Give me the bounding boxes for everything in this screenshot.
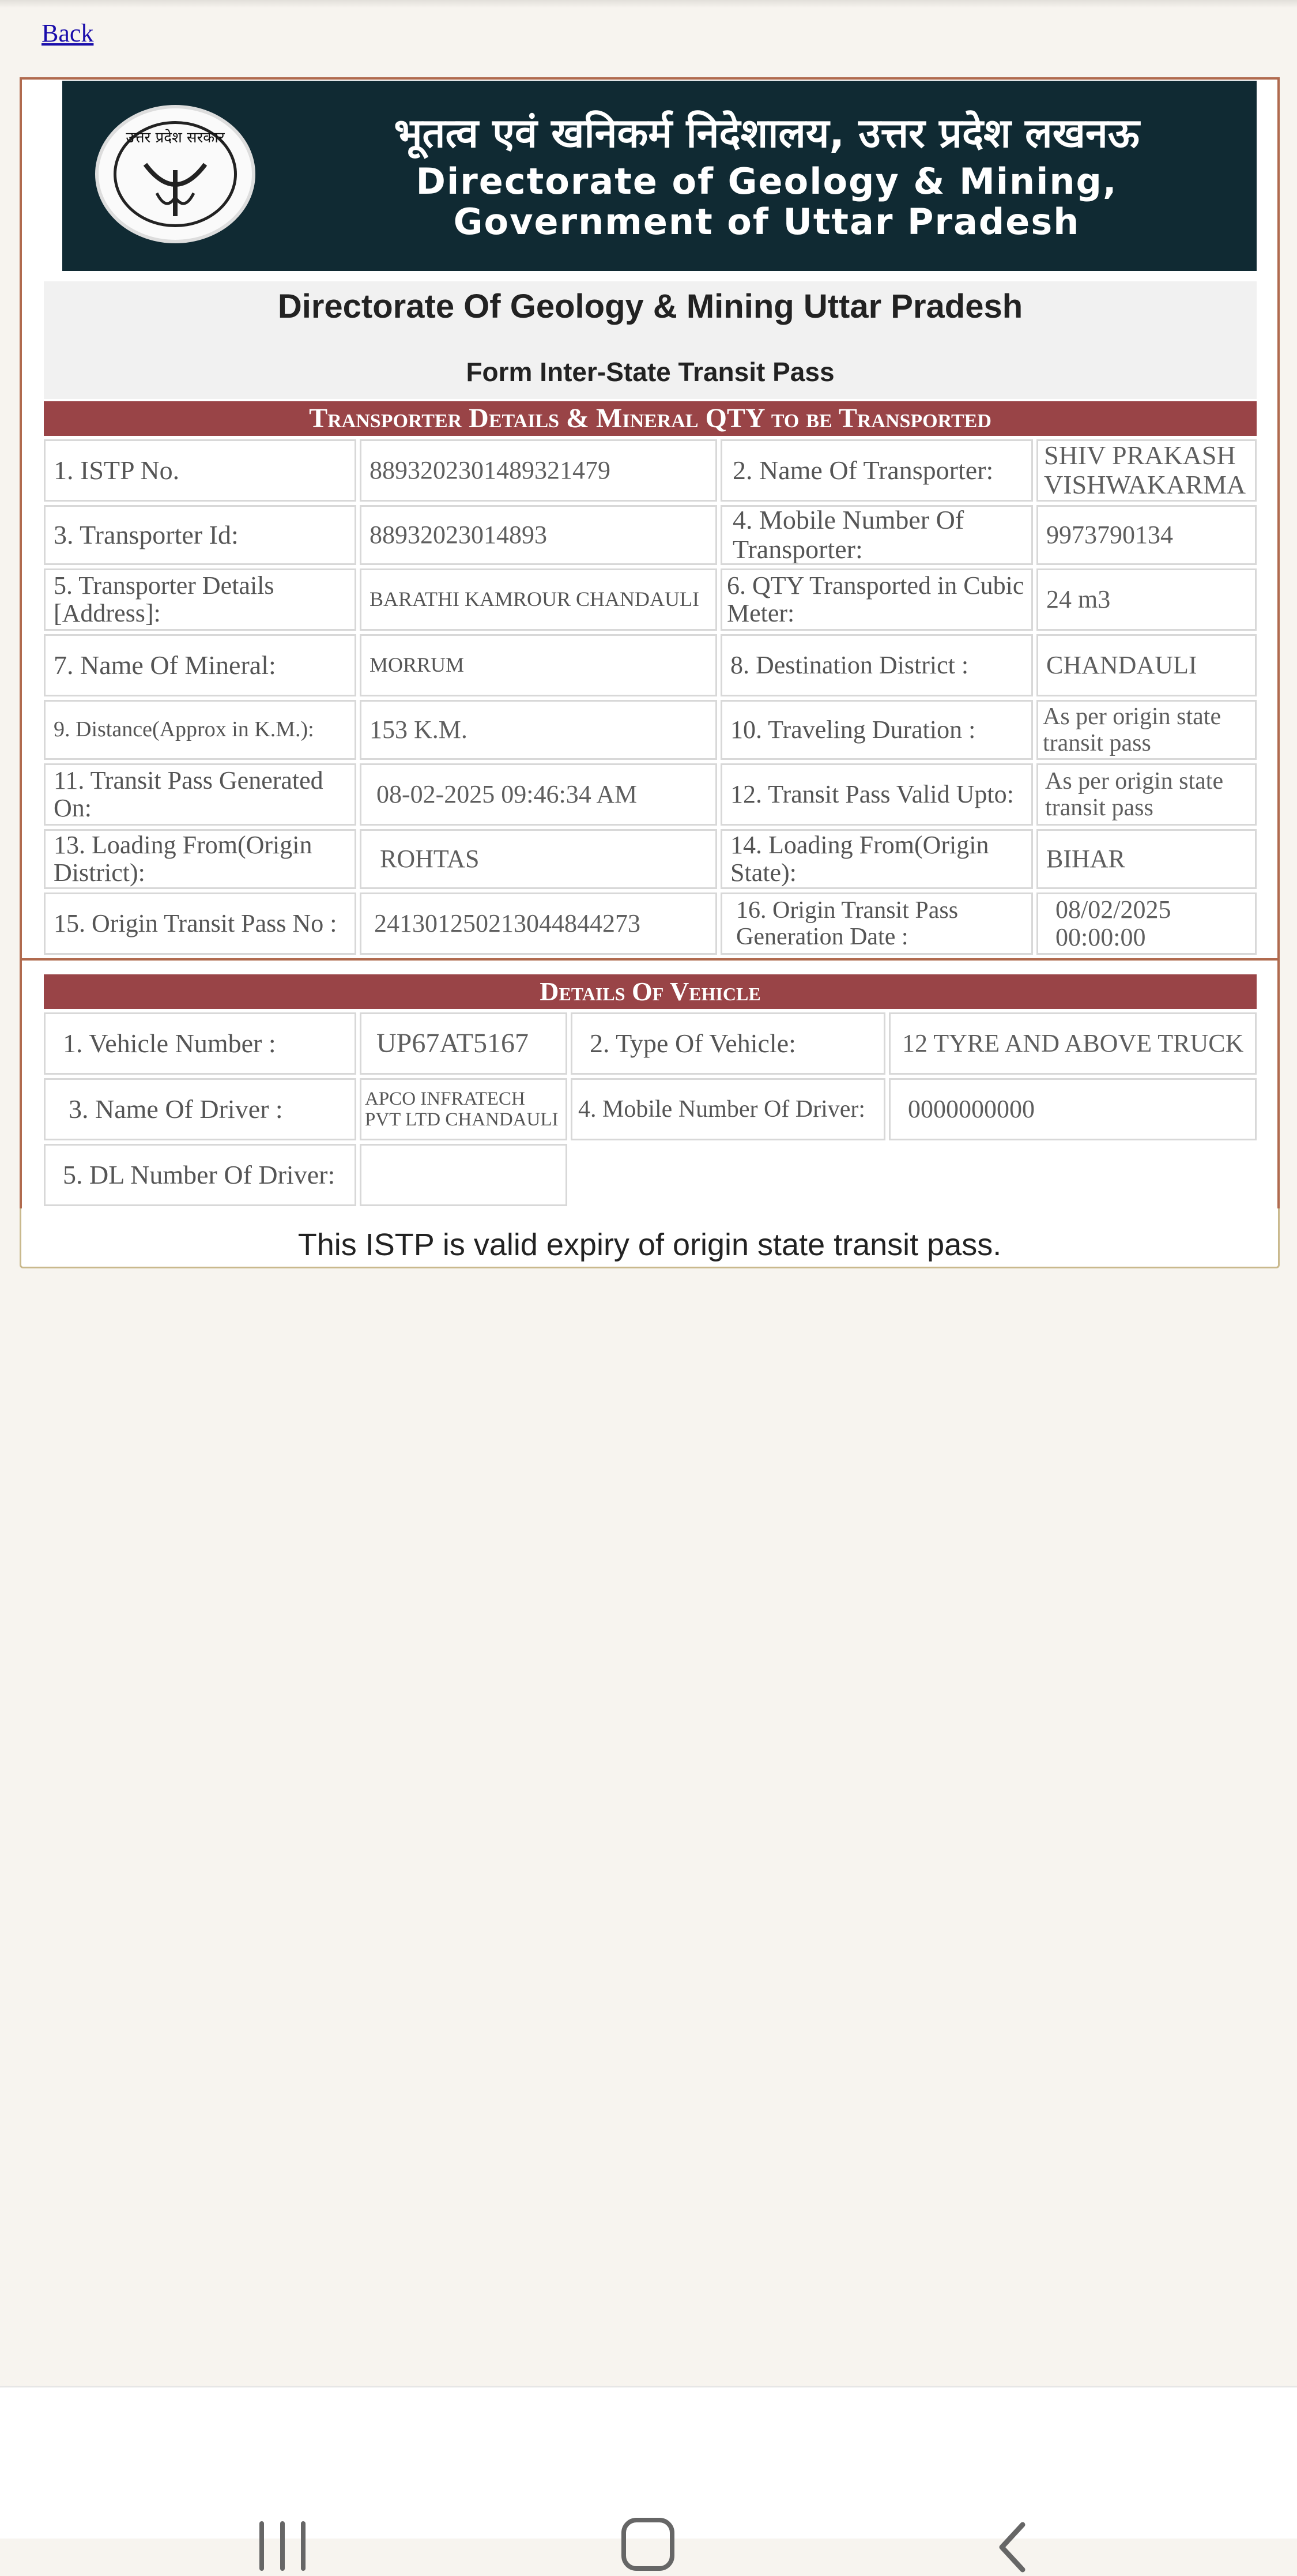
page-title: Directorate Of Geology & Mining Uttar Pradesh <box>277 288 1023 325</box>
section-vehicle-heading: Details Of Vehicle <box>44 974 1257 1009</box>
destination-value: CHANDAULI <box>1036 634 1257 696</box>
emblem-ring <box>114 121 237 227</box>
driver-mobile-value: 0000000000 <box>889 1078 1257 1140</box>
transporter-id-label: 3. Transporter Id: <box>44 505 356 565</box>
transporter-address-value: BARATHI KAMROUR CHANDAULI <box>360 568 717 631</box>
origin-date-value: 08/02/2025 00:00:00 <box>1036 892 1257 955</box>
origin-date-label: 16. Origin Transit Pass Generation Date : <box>721 892 1033 955</box>
vehicle-type-label: 2. Type Of Vehicle: <box>571 1012 885 1075</box>
destination-label: 8. Destination District : <box>721 634 1033 696</box>
distance-label: 9. Distance(Approx in K.M.): <box>44 700 356 760</box>
istp-no-label: 1. ISTP No. <box>44 439 356 502</box>
transporter-mobile-value: 9973790134 <box>1036 505 1257 565</box>
driver-name-value: APCO INFRATECH PVT LTD CHANDAULI <box>360 1078 567 1140</box>
dl-number-value <box>360 1144 567 1206</box>
duration-label: 10. Traveling Duration : <box>721 700 1033 760</box>
back-link[interactable]: Back <box>42 19 94 47</box>
origin-tp-value: 241301250213044844273 <box>360 892 717 955</box>
transporter-address-label: 5. Transporter Details [Address]: <box>44 568 356 631</box>
transporter-id-value: 88932023014893 <box>360 505 717 565</box>
mineral-label: 7. Name Of Mineral: <box>44 634 356 696</box>
up-government-emblem <box>95 105 255 243</box>
valid-upto-value: As per origin state transit pass <box>1036 763 1257 826</box>
qty-label: 6. QTY Transported in Cubic Meter: <box>721 568 1033 631</box>
generated-label: 11. Transit Pass Generated On: <box>44 763 356 826</box>
vehicle-number-value: UP67AT5167 <box>360 1012 567 1075</box>
loading-district-value: ROHTAS <box>360 829 717 889</box>
banner-hindi-title: भूतत्व एवं खनिकर्म निदेशालय, उत्तर प्रदेश लखनऊ <box>394 110 1140 157</box>
form-subtitle: Form Inter-State Transit Pass <box>466 357 835 387</box>
transporter-mobile-label: 4. Mobile Number Of Transporter: <box>721 505 1033 565</box>
home-icon[interactable] <box>621 2518 674 2571</box>
distance-value: 153 K.M. <box>360 700 717 760</box>
driver-name-label: 3. Name Of Driver : <box>44 1078 356 1140</box>
system-navigation-bar <box>0 2386 1297 2539</box>
transporter-name-value: SHIV PRAKASH VISHWAKARMA <box>1036 439 1257 502</box>
loading-state-value: BIHAR <box>1036 829 1257 889</box>
origin-tp-label: 15. Origin Transit Pass No : <box>44 892 356 955</box>
loading-state-label: 14. Loading From(Origin State): <box>721 829 1033 889</box>
emblem-bow-icon <box>116 124 234 224</box>
section-transporter-heading: Transporter Details & Mineral QTY to be Transported <box>44 401 1257 436</box>
istp-no-value: 889320230148932147​9 <box>360 439 717 502</box>
transporter-name-label: 2. Name Of Transporter: <box>721 439 1033 502</box>
qty-value: 24 m3 <box>1036 568 1257 631</box>
section-separator <box>20 958 1280 961</box>
mineral-value: MORRUM <box>360 634 717 696</box>
status-shade <box>0 0 1297 8</box>
generated-value: 08-02-2025 09:46:34 AM <box>360 763 717 826</box>
banner-english-line2: Government of Uttar Pradesh <box>453 201 1080 243</box>
emblem-text: उत्तर प्रदेश सरकार <box>126 129 225 146</box>
vehicle-type-value: 12 TYRE AND ABOVE TRUCK <box>889 1012 1257 1075</box>
driver-mobile-label: 4. Mobile Number Of Driver: <box>571 1078 885 1140</box>
dl-number-label: 5. DL Number Of Driver: <box>44 1144 356 1206</box>
banner-english-line1: Directorate of Geology & Mining, <box>416 160 1118 202</box>
valid-upto-label: 12. Transit Pass Valid Upto: <box>721 763 1033 826</box>
validity-note: This ISTP is valid expiry of origin state transit pass. <box>297 1227 1002 1262</box>
vehicle-number-label: 1. Vehicle Number : <box>44 1012 356 1075</box>
duration-value: As per origin state transit pass <box>1036 700 1257 760</box>
loading-district-label: 13. Loading From(Origin District): <box>44 829 356 889</box>
back-icon[interactable] <box>990 2521 1036 2573</box>
